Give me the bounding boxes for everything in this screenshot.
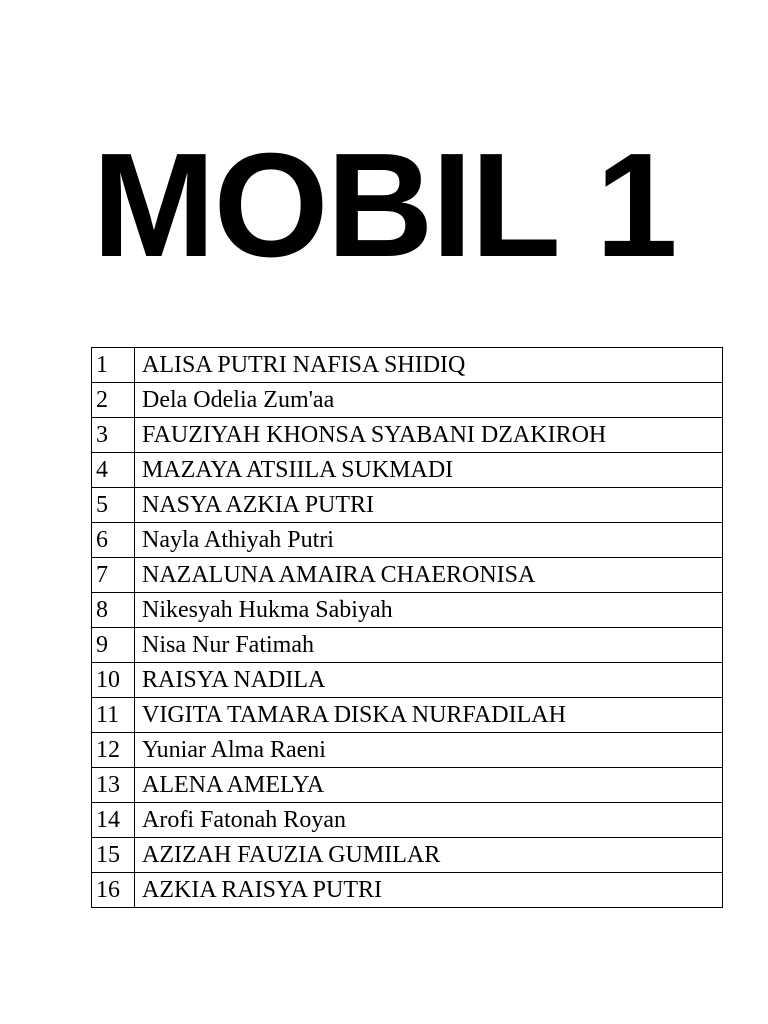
row-number: 13 xyxy=(92,768,135,803)
page-title: MOBIL 1 xyxy=(92,123,676,288)
table-row xyxy=(92,733,723,768)
row-name: NAZALUNA AMAIRA CHAERONISA xyxy=(135,558,723,593)
table-row xyxy=(92,768,723,803)
row-number: 4 xyxy=(92,453,135,488)
row-name: FAUZIYAH KHONSA SYABANI DZAKIROH xyxy=(135,418,723,453)
row-number: 14 xyxy=(92,803,135,838)
table-row xyxy=(92,803,723,838)
row-name: Dela Odelia Zum'aa xyxy=(135,383,723,418)
table-row xyxy=(92,453,723,488)
row-name: Yuniar Alma Raeni xyxy=(135,733,723,768)
row-name: ALISA PUTRI NAFISA SHIDIQ xyxy=(135,348,723,383)
row-number: 5 xyxy=(92,488,135,523)
table-row xyxy=(92,348,723,383)
table-row xyxy=(92,698,723,733)
table-row xyxy=(92,383,723,418)
row-name: NASYA AZKIA PUTRI xyxy=(135,488,723,523)
table-row xyxy=(92,558,723,593)
row-name: RAISYA NADILA xyxy=(135,663,723,698)
table-row xyxy=(92,523,723,558)
row-name: MAZAYA ATSIILA SUKMADI xyxy=(135,453,723,488)
table-row xyxy=(92,418,723,453)
table-row xyxy=(92,873,723,908)
row-number: 6 xyxy=(92,523,135,558)
table-row xyxy=(92,838,723,873)
row-number: 7 xyxy=(92,558,135,593)
row-number: 11 xyxy=(92,698,135,733)
row-number: 8 xyxy=(92,593,135,628)
row-name: AZKIA RAISYA PUTRI xyxy=(135,873,723,908)
table-row xyxy=(92,593,723,628)
row-name: Nikesyah Hukma Sabiyah xyxy=(135,593,723,628)
row-number: 1 xyxy=(92,348,135,383)
table-row xyxy=(92,488,723,523)
row-number: 3 xyxy=(92,418,135,453)
table-row xyxy=(92,663,723,698)
row-number: 15 xyxy=(92,838,135,873)
passenger-table xyxy=(91,347,723,908)
row-number: 16 xyxy=(92,873,135,908)
row-name: Nisa Nur Fatimah xyxy=(135,628,723,663)
row-number: 12 xyxy=(92,733,135,768)
passenger-table-body xyxy=(92,348,723,908)
row-name: ALENA AMELYA xyxy=(135,768,723,803)
table-row xyxy=(92,628,723,663)
row-number: 10 xyxy=(92,663,135,698)
row-name: Arofi Fatonah Royan xyxy=(135,803,723,838)
row-name: Nayla Athiyah Putri xyxy=(135,523,723,558)
row-number: 2 xyxy=(92,383,135,418)
row-number: 9 xyxy=(92,628,135,663)
row-name: VIGITA TAMARA DISKA NURFADILAH xyxy=(135,698,723,733)
row-name: AZIZAH FAUZIA GUMILAR xyxy=(135,838,723,873)
